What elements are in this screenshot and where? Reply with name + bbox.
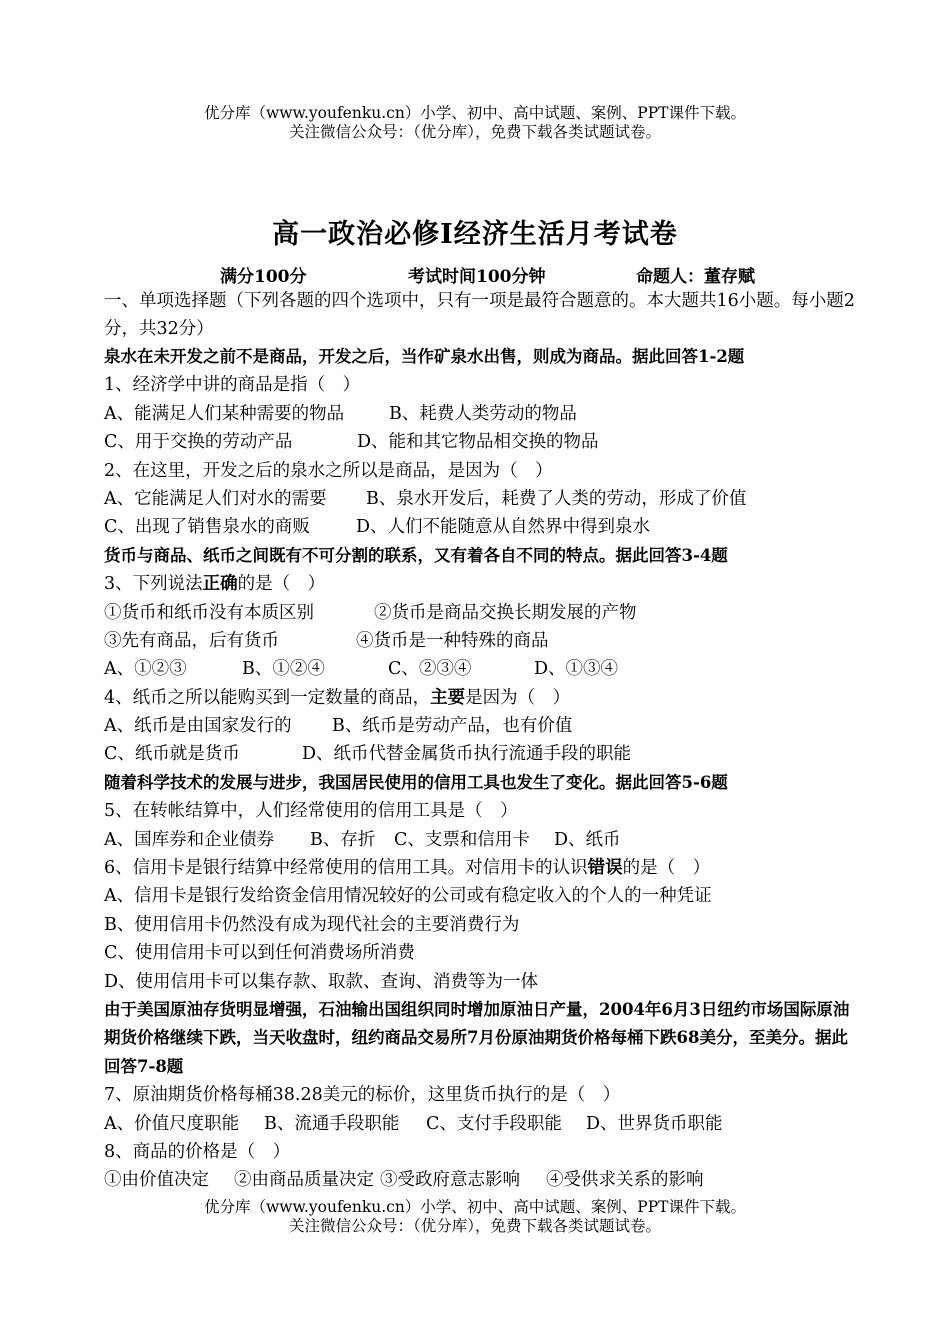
q7-option-a: A、价值尺度职能 bbox=[104, 1113, 240, 1134]
q6-text-emphasis: 错误 bbox=[587, 858, 623, 879]
question-4 bbox=[104, 684, 856, 712]
q3-text-emphasis: 正确 bbox=[202, 574, 238, 595]
q3-statement-3: ③先有商品，后有货币 bbox=[104, 630, 279, 651]
q3-statement-1: ①货币和纸币没有本质区别 bbox=[104, 602, 314, 623]
question-6 bbox=[104, 854, 856, 882]
q4-text-post: 是因为（ ） bbox=[465, 687, 571, 708]
exam-title: 高一政治必修Ⅰ经济生活月考试卷 bbox=[272, 219, 678, 250]
header-line-2: 关注微信公众号：（优分库），免费下载各类试题试卷。 bbox=[288, 123, 661, 141]
question-7: 7、原油期货价格每桶38.28美元的标价，这里货币执行的是（ ） bbox=[104, 1085, 621, 1106]
exam-author: 命题人：董存赋 bbox=[636, 267, 755, 287]
section-intro: 一、单项选择题（下列各题的四个选项中，只有一项是最符合题意的。本大题共16小题。每小题2分，共32分） bbox=[104, 291, 855, 339]
q6-option-c: C、使用信用卡可以到任何消费场所消费 bbox=[104, 943, 415, 964]
q4-option-a: A、纸币是由国家发行的 bbox=[104, 716, 292, 737]
q6-text-pre: 6、信用卡是银行结算中经常使用的信用工具。对信用卡的认识 bbox=[104, 858, 588, 879]
q7-option-b: B、流通手段职能 bbox=[264, 1113, 400, 1134]
q3-text-pre: 3、下列说法 bbox=[104, 574, 203, 595]
q4-text-pre: 4、纸币之所以能购买到一定数量的商品， bbox=[104, 687, 431, 708]
q3-option-c: C、②③④ bbox=[388, 659, 472, 680]
question-2: 2、在这里，开发之后的泉水之所以是商品，是因为（ ） bbox=[104, 460, 553, 481]
question-5: 5、在转帐结算中，人们经常使用的信用工具是（ ） bbox=[104, 801, 518, 822]
q6-option-a: A、信用卡是银行发给资金信用情况较好的公司或有稳定收入的个人的一种凭证 bbox=[104, 886, 712, 907]
q2-option-d: D、人们不能随意从自然界中得到泉水 bbox=[356, 517, 651, 538]
q3-option-d: D、①③④ bbox=[534, 659, 619, 680]
q5-options bbox=[104, 826, 856, 854]
exam-body bbox=[104, 287, 856, 1195]
q8-statement-4: ④受供求关系的影响 bbox=[546, 1170, 704, 1191]
q7-option-c: C、支付手段职能 bbox=[426, 1113, 562, 1134]
q1-option-b: B、耗费人类劳动的物品 bbox=[389, 403, 577, 424]
stem-3-4: 货币与商品、纸币之间既有不可分割的联系，又有着各自不同的特点。据此回答3-4题 bbox=[104, 545, 728, 565]
stem-7-8: 由于美国原油存货明显增强，石油输出国组织同时增加原油日产量，2004年6月3日纽约市场国际原油期货价格继续下跌，当天收盘时，纽约商品交易所7月份原油期货价格每桶下跌68美分，至美分。据此回答7-8题 bbox=[104, 999, 850, 1076]
footer-line-2: 关注微信公众号：（优分库），免费下载各类试题试卷。 bbox=[288, 1217, 661, 1235]
q3-options bbox=[104, 655, 856, 683]
q2-options-ab bbox=[104, 485, 856, 513]
q3-text-post: 的是（ ） bbox=[237, 574, 326, 595]
q5-option-c: C、支票和信用卡 bbox=[394, 829, 530, 850]
q3-statements-34 bbox=[104, 627, 856, 655]
full-score: 满分100分 bbox=[220, 267, 307, 287]
q4-options-ab bbox=[104, 712, 856, 740]
q3-option-a: A、①②③ bbox=[104, 659, 187, 680]
q4-options-cd bbox=[104, 740, 856, 768]
q6-option-b: B、使用信用卡仍然没有成为现代社会的主要消费行为 bbox=[104, 914, 520, 935]
footer-line-1: 优分库（www.youfenku.cn）小学、初中、高中试题、案例、PPT课件下载。 bbox=[203, 1198, 747, 1216]
question-1: 1、经济学中讲的商品是指（ ） bbox=[104, 375, 361, 396]
q5-option-a: A、国库券和企业债券 bbox=[104, 829, 275, 850]
q8-statement-2: ②由商品质量决定 bbox=[234, 1170, 374, 1191]
q8-statement-1: ①由价值决定 bbox=[104, 1170, 209, 1191]
q1-option-c: C、用于交换的劳动产品 bbox=[104, 432, 293, 453]
exam-duration: 考试时间100分钟 bbox=[408, 267, 546, 287]
stem-1-2: 泉水在未开发之前不是商品，开发之后，当作矿泉水出售，则成为商品。据此回答1-2题 bbox=[104, 347, 745, 366]
q2-option-a: A、它能满足人们对水的需要 bbox=[104, 488, 327, 509]
q2-option-c: C、出现了销售泉水的商贩 bbox=[104, 517, 310, 538]
q5-option-d: D、纸币 bbox=[554, 829, 621, 850]
q3-option-b: B、①②④ bbox=[242, 659, 325, 680]
q2-option-b: B、泉水开发后，耗费了人类的劳动，形成了价值 bbox=[366, 488, 747, 509]
q1-options-ab bbox=[104, 400, 856, 428]
page-footer bbox=[0, 1198, 950, 1236]
q1-options-cd bbox=[104, 428, 856, 456]
q3-statement-2: ②货币是商品交换长期发展的产物 bbox=[374, 602, 637, 623]
q8-statement-3: ③受政府意志影响 bbox=[380, 1170, 520, 1191]
q3-statements-12 bbox=[104, 599, 856, 627]
q1-option-d: D、能和其它物品相交换的物品 bbox=[357, 432, 599, 453]
q4-option-c: C、纸币就是货币 bbox=[104, 744, 240, 765]
page-header bbox=[0, 104, 950, 142]
q4-text-emphasis: 主要 bbox=[430, 687, 466, 708]
stem-5-6: 随着科学技术的发展与进步，我国居民使用的信用工具也发生了变化。据此回答5-6题 bbox=[104, 772, 728, 792]
q4-option-d: D、纸币代替金属货币执行流通手段的职能 bbox=[302, 744, 632, 765]
q6-option-d: D、使用信用卡可以集存款、取款、查询、消费等为一体 bbox=[104, 971, 539, 992]
q5-option-b: B、存折 bbox=[310, 829, 376, 850]
q1-option-a: A、能满足人们某种需要的物品 bbox=[104, 403, 345, 424]
question-8: 8、商品的价格是（ ） bbox=[104, 1141, 291, 1162]
q7-option-d: D、世界货币职能 bbox=[586, 1113, 723, 1134]
q3-statement-4: ④货币是一种特殊的商品 bbox=[356, 630, 549, 651]
q6-text-post: 的是（ ） bbox=[622, 858, 711, 879]
q8-statements bbox=[104, 1166, 856, 1194]
header-line-1: 优分库（www.youfenku.cn）小学、初中、高中试题、案例、PPT课件下载。 bbox=[203, 104, 747, 122]
q7-options bbox=[104, 1110, 856, 1138]
q4-option-b: B、纸币是劳动产品，也有价值 bbox=[332, 716, 573, 737]
q2-options-cd bbox=[104, 513, 856, 541]
question-3 bbox=[104, 570, 856, 598]
